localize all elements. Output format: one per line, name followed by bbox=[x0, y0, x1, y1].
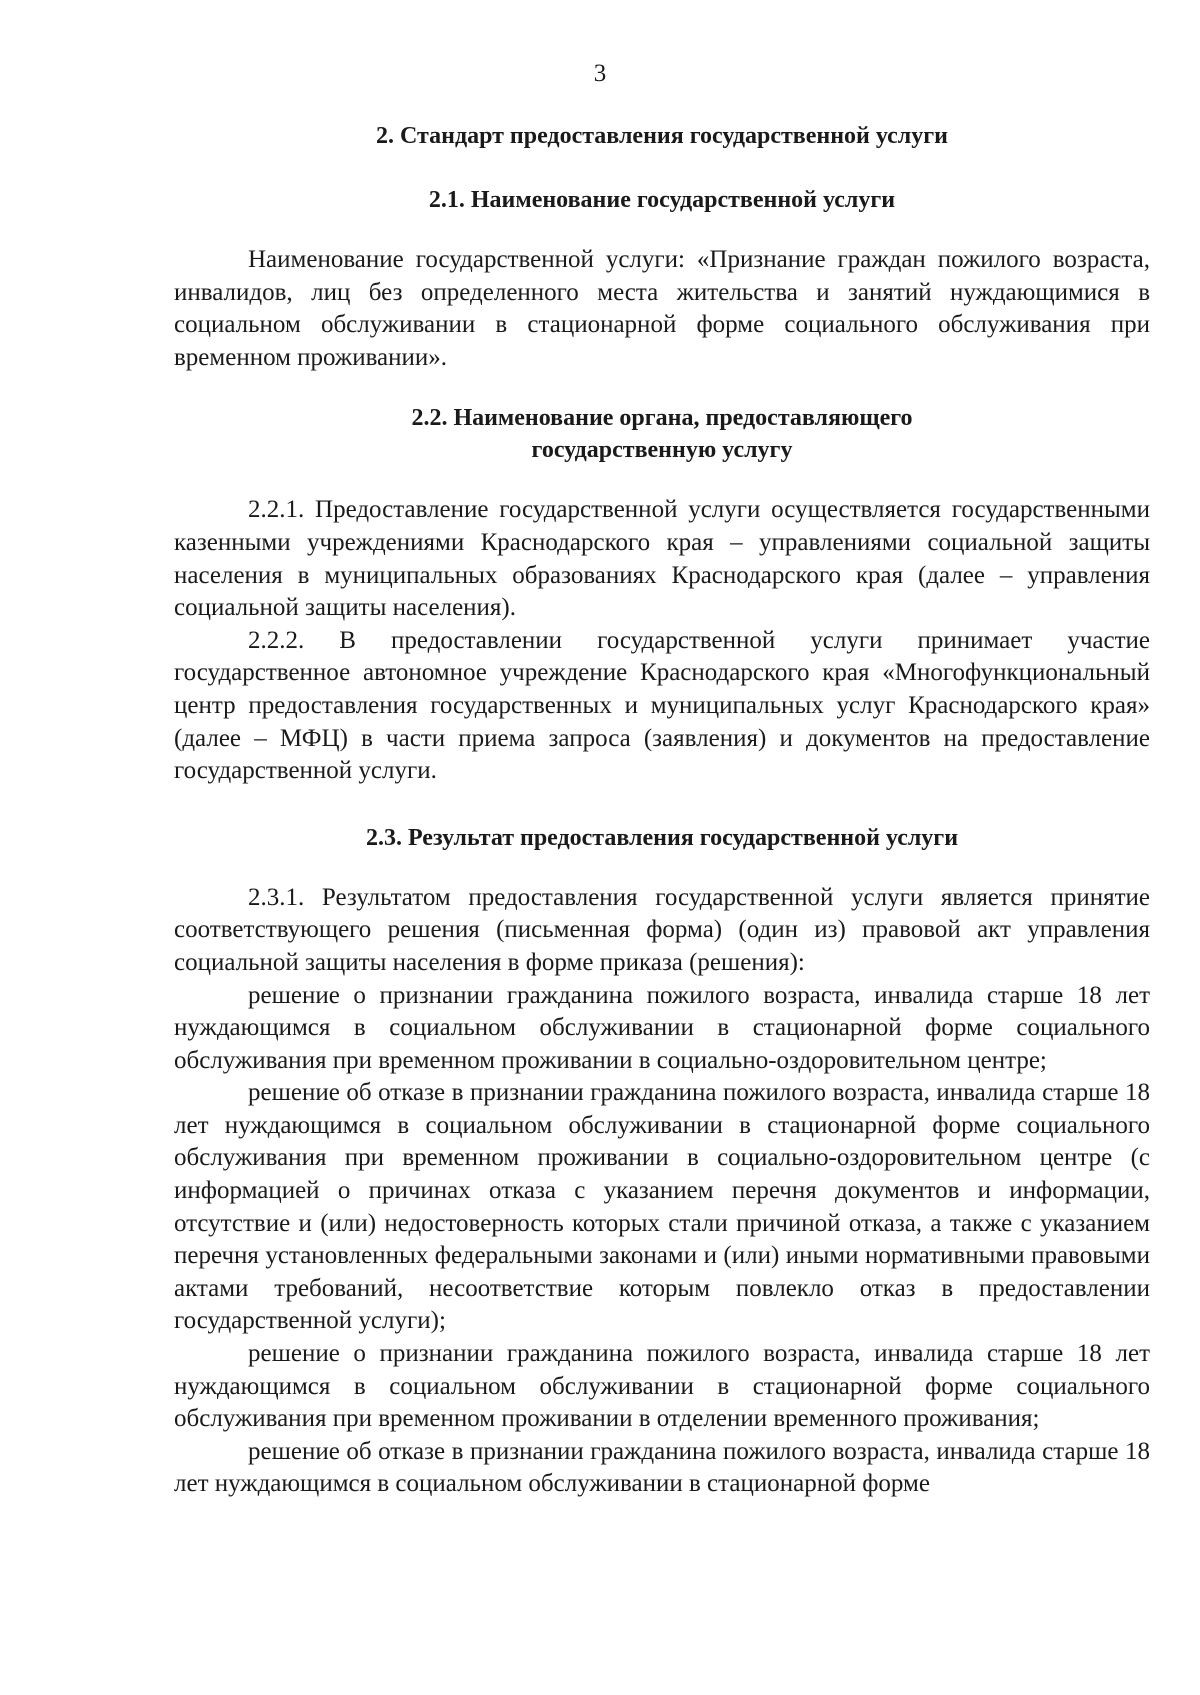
subsection-2-2-title-line1: 2.2. Наименование органа, предоставляющего bbox=[411, 405, 913, 432]
paragraph-decision-4: решение об отказе в признании гражданина пожилого возраста, инвалида старше 18 лет нуждающимся в социальном обслуживании в стационарной форме bbox=[174, 1437, 1150, 1498]
paragraph-2-2-1: 2.2.1. Предоставление государственной услуги осуществляется государственными казенными учреждениями Краснодарского края – управлениями социальной защиты населения в муниципальных образованиях Краснодарского края (далее – управления социальной защиты населения). bbox=[174, 496, 1150, 622]
subsection-2-3-title: 2.3. Результат предоставления государственной услуги bbox=[365, 824, 959, 851]
subsection-2-1-title: 2.1. Наименование государственной услуги bbox=[428, 187, 896, 213]
paragraph-decision-2: решение об отказе в признании гражданина пожилого возраста, инвалида старше 18 лет нуждающимся в социальном обслуживании в стационарной форме социального обслуживания при временном проживании в социально-оздоровительном центре (с информацией о причинах отказа с указанием перечня документов и информации, отсутствие и (или) недостоверность которых стали причиной отказа, а также с указанием перечня установленных федеральными законами и (или) иными нормативными правовыми актами требований, несоответствие которым повлекло отказ в предоставлении государственной услуги); bbox=[174, 1079, 1150, 1335]
subsection-2-2-title-line2: государственную услугу bbox=[531, 437, 793, 464]
paragraph-2-3-1: 2.3.1. Результатом предоставления государственной услуги является принятие соответствующего решения (письменная форма) (один из) правовой акт управления социальной защиты населения в форме приказа (решения): bbox=[174, 883, 1150, 976]
paragraph-2-2-2: 2.2.2. В предоставлении государственной услуги принимает участие государственное автономное учреждение Краснодарского края «Многофункциональный центр предоставления государственных и муниципальных услуг Краснодарского края» (далее – МФЦ) в части приема запроса (заявления) и документов на предоставление государственной услуги. bbox=[174, 626, 1150, 785]
paragraph-decision-3: решение о признании гражданина пожилого возраста, инвалида старше 18 лет нуждающимся в социальном обслуживании в стационарной форме социального обслуживания при временном проживании в отделении временного проживания; bbox=[174, 1340, 1150, 1433]
document-body bbox=[174, 120, 1150, 1501]
section-title: 2. Стандарт предоставления государственной услуги bbox=[376, 123, 948, 149]
paragraph-2-1: Наименование государственной услуги: «Признание граждан пожилого возраста, инвалидов, лиц без определенного места жительства и занятий нуждающимися в социальном обслуживании в стационарной форме социального обслуживания при временном проживании». bbox=[174, 246, 1150, 371]
subsection-2-2-title bbox=[174, 402, 1150, 466]
page-number: 3 bbox=[593, 60, 607, 87]
paragraph-decision-1: решение о признании гражданина пожилого возраста, инвалида старше 18 лет нуждающимся в социальном обслуживании в стационарной форме социального обслуживания при временном проживании в социально-оздоровительном центре; bbox=[174, 981, 1150, 1074]
